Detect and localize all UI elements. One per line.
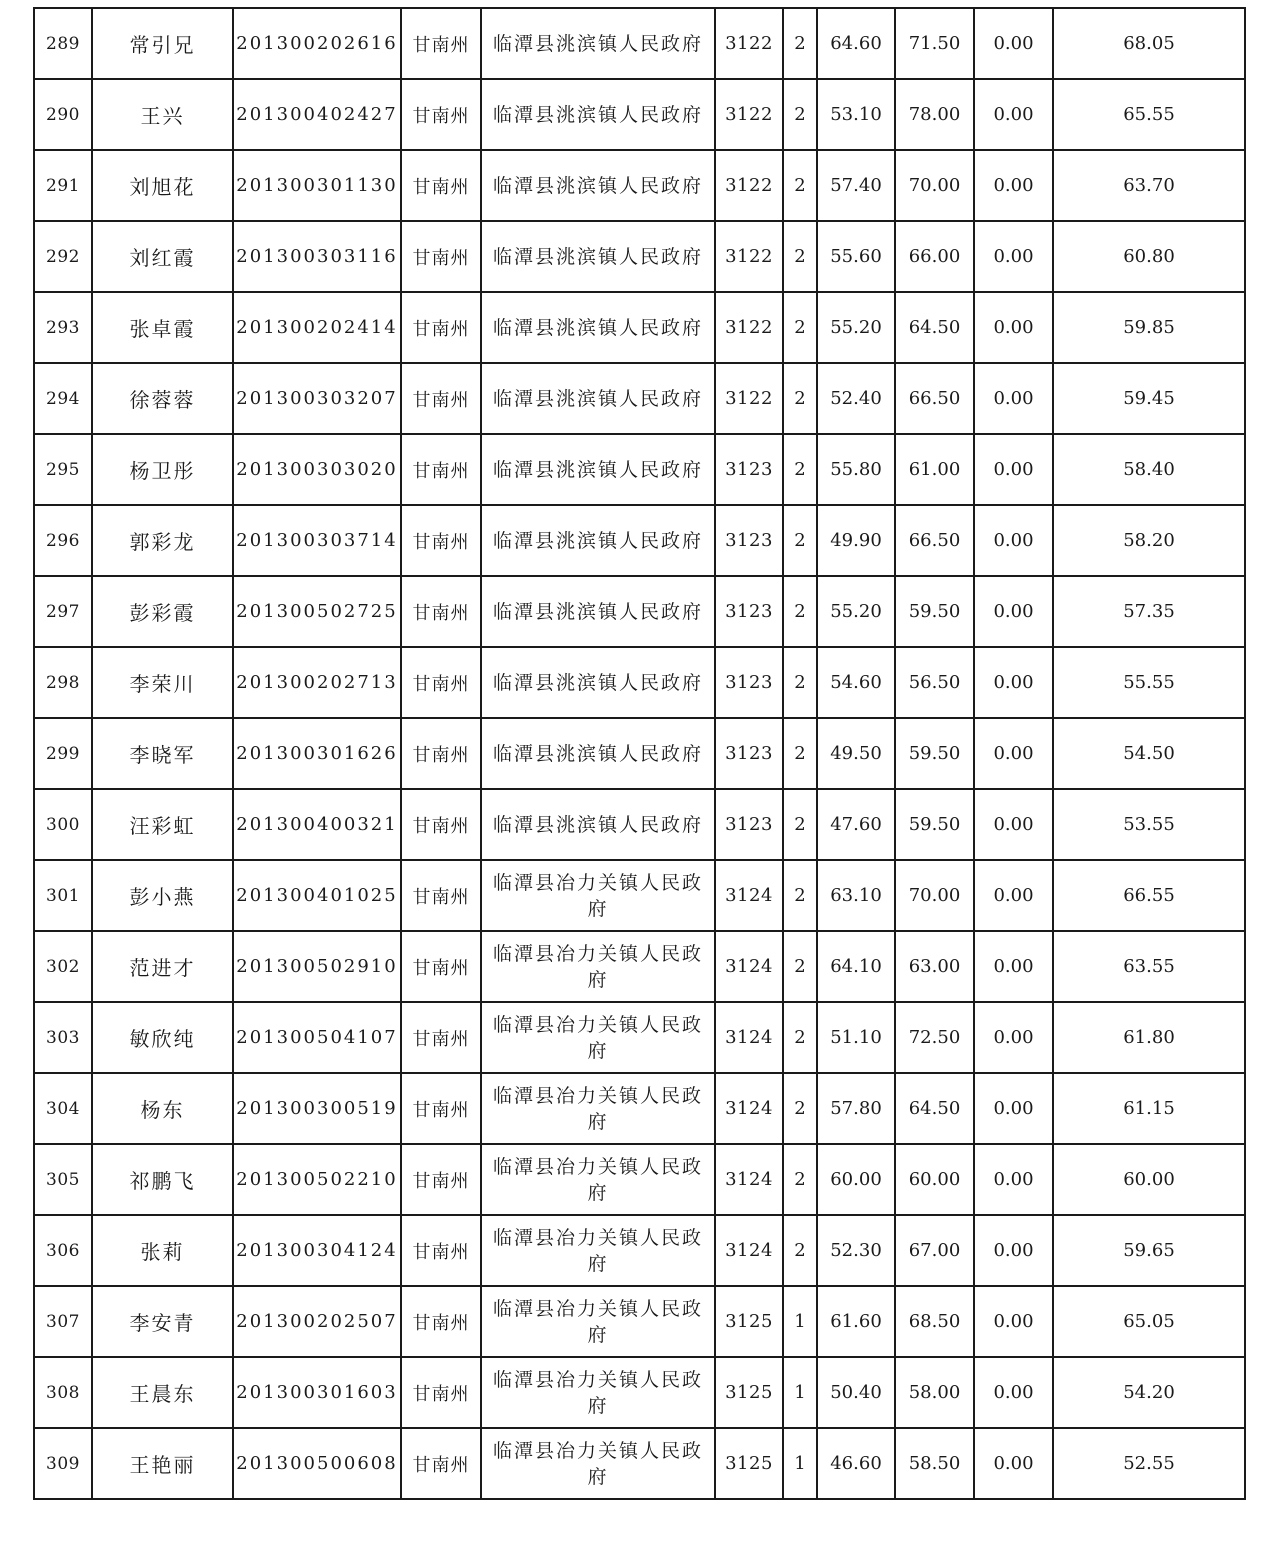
- cell-written-score: 46.60: [817, 1428, 895, 1499]
- cell-written-score: 47.60: [817, 789, 895, 860]
- cell-interview-score: 60.00: [895, 1144, 974, 1215]
- cell-quota: 2: [783, 363, 817, 434]
- cell-exam-id: 201300303020: [233, 434, 401, 505]
- cell-position-code: 3122: [715, 221, 783, 292]
- cell-bonus-score: 0.00: [974, 718, 1053, 789]
- cell-bonus-score: 0.00: [974, 860, 1053, 931]
- cell-quota: 2: [783, 718, 817, 789]
- cell-unit: 临潭县洮滨镇人民政府: [481, 789, 715, 860]
- cell-total-score: 61.80: [1053, 1002, 1245, 1073]
- cell-written-score: 64.60: [817, 8, 895, 79]
- cell-unit: 临潭县洮滨镇人民政府: [481, 221, 715, 292]
- cell-unit: 临潭县冶力关镇人民政府: [481, 860, 715, 931]
- cell-region: 甘南州: [401, 8, 481, 79]
- cell-quota: 1: [783, 1357, 817, 1428]
- table-row: [34, 1357, 1245, 1428]
- cell-total-score: 59.45: [1053, 363, 1245, 434]
- cell-region: 甘南州: [401, 1215, 481, 1286]
- cell-unit: 临潭县冶力关镇人民政府: [481, 1286, 715, 1357]
- cell-name: 王艳丽: [92, 1428, 233, 1499]
- cell-position-code: 3123: [715, 789, 783, 860]
- cell-quota: 1: [783, 1428, 817, 1499]
- cell-seq: 299: [34, 718, 92, 789]
- cell-bonus-score: 0.00: [974, 1073, 1053, 1144]
- cell-position-code: 3124: [715, 1073, 783, 1144]
- cell-name: 敏欣纯: [92, 1002, 233, 1073]
- cell-quota: 2: [783, 860, 817, 931]
- cell-interview-score: 66.00: [895, 221, 974, 292]
- cell-interview-score: 59.50: [895, 576, 974, 647]
- cell-region: 甘南州: [401, 576, 481, 647]
- cell-bonus-score: 0.00: [974, 150, 1053, 221]
- cell-position-code: 3122: [715, 8, 783, 79]
- cell-total-score: 65.55: [1053, 79, 1245, 150]
- table-row: [34, 292, 1245, 363]
- cell-unit: 临潭县冶力关镇人民政府: [481, 931, 715, 1002]
- cell-region: 甘南州: [401, 718, 481, 789]
- cell-written-score: 57.80: [817, 1073, 895, 1144]
- table-row: [34, 1002, 1245, 1073]
- cell-position-code: 3124: [715, 1002, 783, 1073]
- cell-region: 甘南州: [401, 1428, 481, 1499]
- cell-written-score: 51.10: [817, 1002, 895, 1073]
- cell-seq: 300: [34, 789, 92, 860]
- cell-seq: 296: [34, 505, 92, 576]
- cell-quota: 2: [783, 8, 817, 79]
- cell-bonus-score: 0.00: [974, 1286, 1053, 1357]
- cell-exam-id: 201300301603: [233, 1357, 401, 1428]
- cell-bonus-score: 0.00: [974, 1144, 1053, 1215]
- cell-seq: 309: [34, 1428, 92, 1499]
- table-row: [34, 505, 1245, 576]
- cell-position-code: 3122: [715, 79, 783, 150]
- cell-region: 甘南州: [401, 505, 481, 576]
- cell-region: 甘南州: [401, 860, 481, 931]
- cell-written-score: 50.40: [817, 1357, 895, 1428]
- cell-interview-score: 71.50: [895, 8, 974, 79]
- cell-bonus-score: 0.00: [974, 221, 1053, 292]
- cell-unit: 临潭县冶力关镇人民政府: [481, 1144, 715, 1215]
- cell-quota: 2: [783, 1215, 817, 1286]
- cell-exam-id: 201300500608: [233, 1428, 401, 1499]
- cell-total-score: 54.50: [1053, 718, 1245, 789]
- cell-unit: 临潭县冶力关镇人民政府: [481, 1357, 715, 1428]
- cell-exam-id: 201300304124: [233, 1215, 401, 1286]
- cell-exam-id: 201300202713: [233, 647, 401, 718]
- cell-name: 刘红霞: [92, 221, 233, 292]
- cell-written-score: 55.20: [817, 292, 895, 363]
- cell-quota: 1: [783, 1286, 817, 1357]
- cell-exam-id: 201300303116: [233, 221, 401, 292]
- cell-seq: 301: [34, 860, 92, 931]
- table-row: [34, 150, 1245, 221]
- cell-written-score: 54.60: [817, 647, 895, 718]
- cell-interview-score: 66.50: [895, 363, 974, 434]
- cell-name: 张卓霞: [92, 292, 233, 363]
- cell-seq: 292: [34, 221, 92, 292]
- cell-bonus-score: 0.00: [974, 1357, 1053, 1428]
- cell-exam-id: 201300300519: [233, 1073, 401, 1144]
- cell-position-code: 3125: [715, 1286, 783, 1357]
- table-row: [34, 1073, 1245, 1144]
- cell-name: 彭小燕: [92, 860, 233, 931]
- cell-region: 甘南州: [401, 1286, 481, 1357]
- cell-total-score: 54.20: [1053, 1357, 1245, 1428]
- cell-unit: 临潭县洮滨镇人民政府: [481, 434, 715, 505]
- cell-name: 王兴: [92, 79, 233, 150]
- table-row: [34, 931, 1245, 1002]
- cell-bonus-score: 0.00: [974, 931, 1053, 1002]
- cell-region: 甘南州: [401, 647, 481, 718]
- cell-bonus-score: 0.00: [974, 8, 1053, 79]
- cell-name: 范进才: [92, 931, 233, 1002]
- cell-interview-score: 63.00: [895, 931, 974, 1002]
- table-row: [34, 1428, 1245, 1499]
- cell-total-score: 61.15: [1053, 1073, 1245, 1144]
- cell-seq: 307: [34, 1286, 92, 1357]
- cell-position-code: 3124: [715, 860, 783, 931]
- cell-total-score: 65.05: [1053, 1286, 1245, 1357]
- cell-total-score: 59.85: [1053, 292, 1245, 363]
- cell-unit: 临潭县洮滨镇人民政府: [481, 718, 715, 789]
- cell-region: 甘南州: [401, 434, 481, 505]
- cell-seq: 303: [34, 1002, 92, 1073]
- cell-seq: 302: [34, 931, 92, 1002]
- cell-interview-score: 59.50: [895, 789, 974, 860]
- cell-quota: 2: [783, 647, 817, 718]
- cell-position-code: 3123: [715, 576, 783, 647]
- cell-exam-id: 201300303714: [233, 505, 401, 576]
- cell-unit: 临潭县冶力关镇人民政府: [481, 1002, 715, 1073]
- cell-region: 甘南州: [401, 363, 481, 434]
- cell-seq: 308: [34, 1357, 92, 1428]
- cell-exam-id: 201300504107: [233, 1002, 401, 1073]
- table-row: [34, 718, 1245, 789]
- table-row: [34, 647, 1245, 718]
- cell-position-code: 3124: [715, 1144, 783, 1215]
- cell-unit: 临潭县冶力关镇人民政府: [481, 1073, 715, 1144]
- results-table: [33, 7, 1246, 1500]
- cell-name: 李安青: [92, 1286, 233, 1357]
- cell-seq: 306: [34, 1215, 92, 1286]
- cell-unit: 临潭县冶力关镇人民政府: [481, 1428, 715, 1499]
- cell-bonus-score: 0.00: [974, 1428, 1053, 1499]
- cell-unit: 临潭县洮滨镇人民政府: [481, 292, 715, 363]
- cell-exam-id: 201300202507: [233, 1286, 401, 1357]
- cell-region: 甘南州: [401, 1002, 481, 1073]
- cell-bonus-score: 0.00: [974, 647, 1053, 718]
- cell-position-code: 3123: [715, 647, 783, 718]
- cell-region: 甘南州: [401, 789, 481, 860]
- cell-position-code: 3125: [715, 1357, 783, 1428]
- cell-region: 甘南州: [401, 79, 481, 150]
- cell-exam-id: 201300303207: [233, 363, 401, 434]
- cell-region: 甘南州: [401, 1073, 481, 1144]
- cell-exam-id: 201300202616: [233, 8, 401, 79]
- cell-written-score: 64.10: [817, 931, 895, 1002]
- cell-interview-score: 58.00: [895, 1357, 974, 1428]
- cell-quota: 2: [783, 1144, 817, 1215]
- cell-interview-score: 68.50: [895, 1286, 974, 1357]
- cell-total-score: 57.35: [1053, 576, 1245, 647]
- cell-total-score: 59.65: [1053, 1215, 1245, 1286]
- cell-bonus-score: 0.00: [974, 363, 1053, 434]
- cell-region: 甘南州: [401, 1144, 481, 1215]
- cell-name: 常引兄: [92, 8, 233, 79]
- cell-interview-score: 78.00: [895, 79, 974, 150]
- cell-name: 汪彩虹: [92, 789, 233, 860]
- table-row: [34, 1286, 1245, 1357]
- cell-quota: 2: [783, 505, 817, 576]
- cell-region: 甘南州: [401, 221, 481, 292]
- cell-exam-id: 201300400321: [233, 789, 401, 860]
- cell-position-code: 3125: [715, 1428, 783, 1499]
- cell-name: 刘旭花: [92, 150, 233, 221]
- cell-interview-score: 66.50: [895, 505, 974, 576]
- cell-written-score: 49.90: [817, 505, 895, 576]
- cell-position-code: 3122: [715, 150, 783, 221]
- cell-name: 李晓军: [92, 718, 233, 789]
- cell-bonus-score: 0.00: [974, 79, 1053, 150]
- cell-region: 甘南州: [401, 292, 481, 363]
- table-row: [34, 789, 1245, 860]
- cell-interview-score: 64.50: [895, 1073, 974, 1144]
- cell-interview-score: 67.00: [895, 1215, 974, 1286]
- cell-name: 王晨东: [92, 1357, 233, 1428]
- cell-exam-id: 201300401025: [233, 860, 401, 931]
- cell-position-code: 3123: [715, 718, 783, 789]
- cell-seq: 297: [34, 576, 92, 647]
- cell-quota: 2: [783, 434, 817, 505]
- table-row: [34, 576, 1245, 647]
- cell-interview-score: 64.50: [895, 292, 974, 363]
- cell-name: 徐蓉蓉: [92, 363, 233, 434]
- cell-seq: 289: [34, 8, 92, 79]
- cell-name: 张莉: [92, 1215, 233, 1286]
- cell-quota: 2: [783, 576, 817, 647]
- cell-exam-id: 201300301626: [233, 718, 401, 789]
- cell-total-score: 58.20: [1053, 505, 1245, 576]
- cell-total-score: 60.00: [1053, 1144, 1245, 1215]
- table-row: [34, 860, 1245, 931]
- cell-bonus-score: 0.00: [974, 292, 1053, 363]
- cell-total-score: 63.70: [1053, 150, 1245, 221]
- cell-unit: 临潭县冶力关镇人民政府: [481, 1215, 715, 1286]
- cell-total-score: 55.55: [1053, 647, 1245, 718]
- cell-quota: 2: [783, 1002, 817, 1073]
- cell-interview-score: 61.00: [895, 434, 974, 505]
- table-row: [34, 363, 1245, 434]
- cell-position-code: 3123: [715, 505, 783, 576]
- cell-exam-id: 201300502910: [233, 931, 401, 1002]
- cell-written-score: 55.60: [817, 221, 895, 292]
- cell-bonus-score: 0.00: [974, 505, 1053, 576]
- cell-bonus-score: 0.00: [974, 576, 1053, 647]
- table-row: [34, 1144, 1245, 1215]
- cell-seq: 298: [34, 647, 92, 718]
- cell-name: 杨东: [92, 1073, 233, 1144]
- cell-unit: 临潭县洮滨镇人民政府: [481, 79, 715, 150]
- cell-written-score: 63.10: [817, 860, 895, 931]
- cell-bonus-score: 0.00: [974, 789, 1053, 860]
- cell-total-score: 66.55: [1053, 860, 1245, 931]
- cell-position-code: 3122: [715, 292, 783, 363]
- cell-quota: 2: [783, 221, 817, 292]
- cell-unit: 临潭县洮滨镇人民政府: [481, 647, 715, 718]
- cell-interview-score: 56.50: [895, 647, 974, 718]
- table-body: [34, 8, 1245, 1499]
- cell-position-code: 3122: [715, 363, 783, 434]
- cell-quota: 2: [783, 789, 817, 860]
- cell-interview-score: 70.00: [895, 150, 974, 221]
- cell-written-score: 49.50: [817, 718, 895, 789]
- cell-seq: 304: [34, 1073, 92, 1144]
- cell-exam-id: 201300301130: [233, 150, 401, 221]
- cell-written-score: 52.40: [817, 363, 895, 434]
- table-row: [34, 434, 1245, 505]
- table-row: [34, 8, 1245, 79]
- cell-total-score: 58.40: [1053, 434, 1245, 505]
- cell-name: 杨卫彤: [92, 434, 233, 505]
- cell-total-score: 53.55: [1053, 789, 1245, 860]
- cell-name: 祁鹏飞: [92, 1144, 233, 1215]
- table-row: [34, 221, 1245, 292]
- cell-exam-id: 201300402427: [233, 79, 401, 150]
- cell-region: 甘南州: [401, 931, 481, 1002]
- cell-interview-score: 72.50: [895, 1002, 974, 1073]
- table-row: [34, 79, 1245, 150]
- cell-unit: 临潭县洮滨镇人民政府: [481, 576, 715, 647]
- cell-seq: 290: [34, 79, 92, 150]
- cell-quota: 2: [783, 931, 817, 1002]
- cell-total-score: 60.80: [1053, 221, 1245, 292]
- cell-written-score: 55.20: [817, 576, 895, 647]
- cell-written-score: 53.10: [817, 79, 895, 150]
- cell-exam-id: 201300202414: [233, 292, 401, 363]
- cell-position-code: 3123: [715, 434, 783, 505]
- cell-seq: 305: [34, 1144, 92, 1215]
- cell-quota: 2: [783, 292, 817, 363]
- cell-region: 甘南州: [401, 1357, 481, 1428]
- cell-interview-score: 70.00: [895, 860, 974, 931]
- cell-exam-id: 201300502725: [233, 576, 401, 647]
- cell-name: 李荣川: [92, 647, 233, 718]
- cell-unit: 临潭县洮滨镇人民政府: [481, 505, 715, 576]
- cell-written-score: 55.80: [817, 434, 895, 505]
- cell-seq: 294: [34, 363, 92, 434]
- cell-unit: 临潭县洮滨镇人民政府: [481, 8, 715, 79]
- cell-total-score: 68.05: [1053, 8, 1245, 79]
- cell-region: 甘南州: [401, 150, 481, 221]
- cell-position-code: 3124: [715, 1215, 783, 1286]
- table-row: [34, 1215, 1245, 1286]
- cell-written-score: 52.30: [817, 1215, 895, 1286]
- cell-position-code: 3124: [715, 931, 783, 1002]
- cell-total-score: 63.55: [1053, 931, 1245, 1002]
- cell-interview-score: 58.50: [895, 1428, 974, 1499]
- cell-name: 郭彩龙: [92, 505, 233, 576]
- cell-exam-id: 201300502210: [233, 1144, 401, 1215]
- cell-bonus-score: 0.00: [974, 434, 1053, 505]
- cell-quota: 2: [783, 79, 817, 150]
- cell-seq: 291: [34, 150, 92, 221]
- cell-quota: 2: [783, 150, 817, 221]
- cell-name: 彭彩霞: [92, 576, 233, 647]
- cell-unit: 临潭县洮滨镇人民政府: [481, 150, 715, 221]
- cell-interview-score: 59.50: [895, 718, 974, 789]
- cell-seq: 293: [34, 292, 92, 363]
- cell-written-score: 60.00: [817, 1144, 895, 1215]
- cell-quota: 2: [783, 1073, 817, 1144]
- cell-bonus-score: 0.00: [974, 1002, 1053, 1073]
- cell-written-score: 57.40: [817, 150, 895, 221]
- cell-written-score: 61.60: [817, 1286, 895, 1357]
- cell-total-score: 52.55: [1053, 1428, 1245, 1499]
- cell-bonus-score: 0.00: [974, 1215, 1053, 1286]
- cell-unit: 临潭县洮滨镇人民政府: [481, 363, 715, 434]
- cell-seq: 295: [34, 434, 92, 505]
